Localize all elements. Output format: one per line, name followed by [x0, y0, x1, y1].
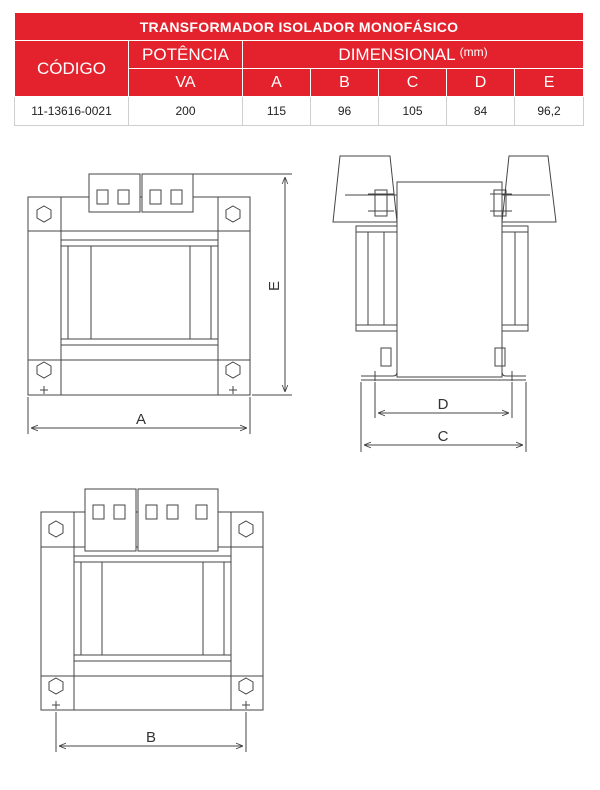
label-b: B	[145, 729, 157, 746]
label-a: A	[135, 411, 147, 428]
header-c: C	[379, 69, 447, 97]
table-title: TRANSFORMADOR ISOLADOR MONOFÁSICO	[15, 13, 584, 41]
header-d: D	[447, 69, 515, 97]
cell-e: 96,2	[515, 97, 584, 126]
label-d: D	[437, 396, 449, 413]
header-dimensional-label: DIMENSIONAL	[338, 44, 455, 64]
header-b: B	[311, 69, 379, 97]
cell-b: 96	[311, 97, 379, 126]
label-e: E	[266, 280, 283, 292]
label-c: C	[437, 428, 449, 445]
header-potencia: POTÊNCIA	[129, 41, 243, 69]
header-a: A	[243, 69, 311, 97]
cell-c: 105	[379, 97, 447, 126]
cell-a: 115	[243, 97, 311, 126]
header-codigo: CÓDIGO	[15, 41, 129, 97]
header-unit: (mm)	[459, 44, 488, 59]
header-e: E	[515, 69, 584, 97]
header-va: VA	[129, 69, 243, 97]
cell-codigo: 11-13616-0021	[15, 97, 129, 126]
cell-d: 84	[447, 97, 515, 126]
bottom-view	[41, 489, 263, 710]
side-view	[333, 156, 556, 381]
cell-va: 200	[129, 97, 243, 126]
front-view	[28, 174, 250, 395]
